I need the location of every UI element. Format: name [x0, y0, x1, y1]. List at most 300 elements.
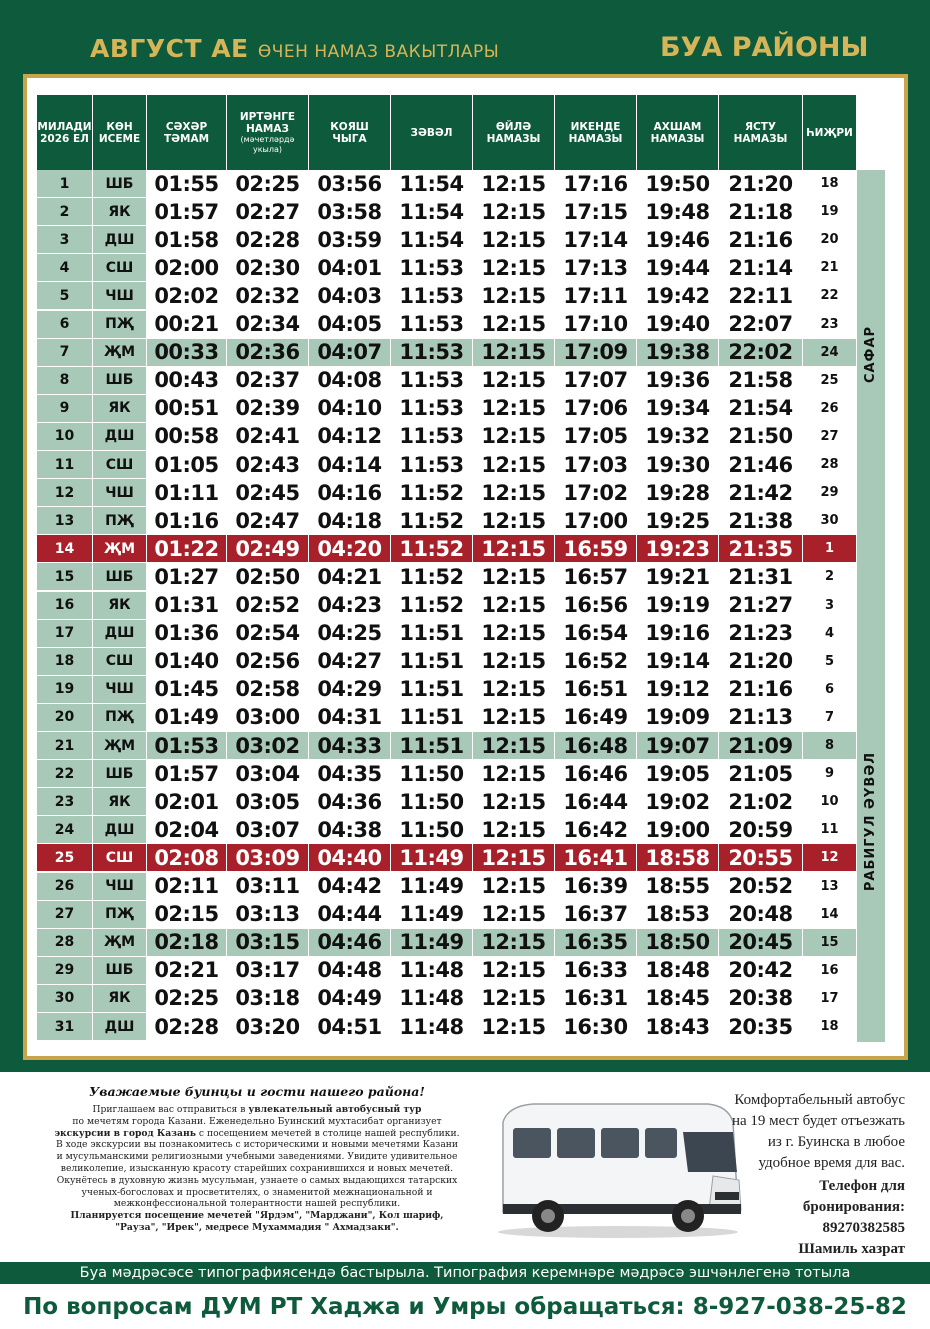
time-cell: 11:49 — [391, 873, 473, 901]
ad-block — [37, 1082, 913, 1257]
time-cell: 11:52 — [391, 507, 473, 535]
time-cell: 17:06 — [555, 395, 637, 423]
time-cell: 04:38 — [309, 816, 391, 844]
column-header — [637, 95, 719, 170]
time-cell: 12:15 — [473, 985, 555, 1013]
time-cell: 16:54 — [555, 620, 637, 648]
time-cell: 20:42 — [719, 957, 803, 985]
time-cell: 16:37 — [555, 901, 637, 929]
time-cell: 17:11 — [555, 282, 637, 310]
time-cell: 18:48 — [637, 957, 719, 985]
time-cell: 01:27 — [147, 563, 227, 591]
time-cell: 18:53 — [637, 901, 719, 929]
weekday-cell: ҖМ — [93, 732, 147, 760]
time-cell: 11:51 — [391, 648, 473, 676]
weekday-cell: ШБ — [93, 760, 147, 788]
table-row — [37, 198, 857, 226]
time-cell: 04:21 — [309, 563, 391, 591]
weekday-cell: ДШ — [93, 816, 147, 844]
time-cell: 21:42 — [719, 479, 803, 507]
time-cell: 21:16 — [719, 226, 803, 254]
hijri-month-safar — [857, 170, 885, 538]
time-cell: 02:02 — [147, 282, 227, 310]
table-row — [37, 648, 857, 676]
time-cell: 04:51 — [309, 1013, 391, 1041]
time-cell: 12:15 — [473, 844, 555, 872]
header-line: ӨЙЛӘ — [495, 120, 532, 133]
time-cell: 21:16 — [719, 676, 803, 704]
time-cell: 16:48 — [555, 732, 637, 760]
time-cell: 19:40 — [637, 311, 719, 339]
time-cell: 21:27 — [719, 592, 803, 620]
time-cell: 12:15 — [473, 367, 555, 395]
table-row — [37, 563, 857, 591]
day-cell: 22 — [37, 760, 93, 788]
time-cell: 11:53 — [391, 311, 473, 339]
time-cell: 00:58 — [147, 423, 227, 451]
time-cell: 17:14 — [555, 226, 637, 254]
time-cell: 04:05 — [309, 311, 391, 339]
table-row — [37, 451, 857, 479]
weekday-cell: ЧШ — [93, 873, 147, 901]
header-note: (мәчетләрдә укыла) — [240, 134, 295, 154]
table-row — [37, 226, 857, 254]
day-cell: 27 — [37, 901, 93, 929]
table-row — [37, 620, 857, 648]
time-cell: 04:35 — [309, 760, 391, 788]
time-cell: 01:40 — [147, 648, 227, 676]
time-cell: 16:56 — [555, 592, 637, 620]
hijri-day-cell: 14 — [803, 901, 857, 929]
time-cell: 21:20 — [719, 170, 803, 198]
hijri-day-cell: 21 — [803, 254, 857, 282]
table-row — [37, 788, 857, 816]
time-cell: 11:48 — [391, 957, 473, 985]
time-cell: 16:39 — [555, 873, 637, 901]
weekday-cell: ПҖ — [93, 901, 147, 929]
time-cell: 04:27 — [309, 648, 391, 676]
day-cell: 12 — [37, 479, 93, 507]
time-cell: 01:49 — [147, 704, 227, 732]
day-cell: 28 — [37, 929, 93, 957]
month-label-safar: САФАР — [863, 325, 879, 383]
ad-right-line: на 19 мест будет отъезжать — [731, 1113, 905, 1129]
time-cell: 11:53 — [391, 254, 473, 282]
time-cell: 04:03 — [309, 282, 391, 310]
time-cell: 12:15 — [473, 873, 555, 901]
weekday-cell: ЧШ — [93, 282, 147, 310]
table-row — [37, 254, 857, 282]
time-cell: 21:13 — [719, 704, 803, 732]
time-cell: 16:35 — [555, 929, 637, 957]
header-line: ҺИҖРИ — [806, 126, 853, 139]
time-cell: 20:48 — [719, 901, 803, 929]
table-row — [37, 282, 857, 310]
time-cell: 03:04 — [227, 760, 309, 788]
column-header — [555, 95, 637, 170]
time-cell: 11:49 — [391, 901, 473, 929]
column-header — [803, 95, 857, 170]
time-cell: 11:51 — [391, 732, 473, 760]
time-cell: 17:09 — [555, 339, 637, 367]
time-cell: 04:48 — [309, 957, 391, 985]
time-cell: 11:50 — [391, 788, 473, 816]
time-cell: 03:05 — [227, 788, 309, 816]
table-row — [37, 311, 857, 339]
hijri-day-cell: 25 — [803, 367, 857, 395]
day-cell: 25 — [37, 844, 93, 872]
table-row — [37, 929, 857, 957]
ad-line — [37, 1175, 477, 1187]
time-cell: 02:32 — [227, 282, 309, 310]
time-cell: 03:18 — [227, 985, 309, 1013]
time-cell: 20:38 — [719, 985, 803, 1013]
time-cell: 03:02 — [227, 732, 309, 760]
column-header — [147, 95, 227, 170]
time-cell: 01:05 — [147, 451, 227, 479]
time-cell: 19:21 — [637, 563, 719, 591]
time-cell: 00:43 — [147, 367, 227, 395]
time-cell: 17:16 — [555, 170, 637, 198]
hijri-day-cell: 6 — [803, 676, 857, 704]
weekday-cell: ЯК — [93, 788, 147, 816]
time-cell: 02:11 — [147, 873, 227, 901]
time-cell: 01:16 — [147, 507, 227, 535]
table-row — [37, 367, 857, 395]
time-cell: 19:07 — [637, 732, 719, 760]
time-cell: 02:56 — [227, 648, 309, 676]
hijri-day-cell: 3 — [803, 592, 857, 620]
time-cell: 02:30 — [227, 254, 309, 282]
table-row — [37, 592, 857, 620]
time-cell: 16:44 — [555, 788, 637, 816]
time-cell: 12:15 — [473, 901, 555, 929]
ad-line — [37, 1163, 477, 1175]
time-cell: 03:00 — [227, 704, 309, 732]
time-cell: 01:57 — [147, 760, 227, 788]
hijri-day-cell: 4 — [803, 620, 857, 648]
time-cell: 20:59 — [719, 816, 803, 844]
weekday-cell: ШБ — [93, 957, 147, 985]
ad-text-segment: В ходе экскурсии вы познакомитесь с историческими и новыми мечетями Казани — [55, 1139, 459, 1151]
time-cell: 19:19 — [637, 592, 719, 620]
column-header — [391, 95, 473, 170]
column-header — [93, 95, 147, 170]
weekday-cell: ДШ — [93, 423, 147, 451]
time-cell: 02:52 — [227, 592, 309, 620]
day-cell: 8 — [37, 367, 93, 395]
time-cell: 17:02 — [555, 479, 637, 507]
header-line: ИСЕМЕ — [98, 132, 141, 145]
time-cell: 21:38 — [719, 507, 803, 535]
time-cell: 19:48 — [637, 198, 719, 226]
time-cell: 04:14 — [309, 451, 391, 479]
time-cell: 12:15 — [473, 648, 555, 676]
time-cell: 16:52 — [555, 648, 637, 676]
time-cell: 18:58 — [637, 844, 719, 872]
table-row — [37, 535, 857, 563]
time-cell: 19:23 — [637, 535, 719, 563]
time-cell: 04:33 — [309, 732, 391, 760]
column-header — [309, 95, 391, 170]
ad-title: Уважаемые буинцы и гости нашего района! — [89, 1084, 425, 1099]
ad-text-segment: межконфессиональной толерантности нашей республики. — [113, 1198, 401, 1210]
day-cell: 21 — [37, 732, 93, 760]
weekday-cell: ҖМ — [93, 929, 147, 957]
time-cell: 04:49 — [309, 985, 391, 1013]
time-cell: 16:31 — [555, 985, 637, 1013]
header-line: ТӘМАМ — [163, 132, 210, 145]
time-cell: 01:22 — [147, 535, 227, 563]
time-cell: 03:20 — [227, 1013, 309, 1041]
time-cell: 02:41 — [227, 423, 309, 451]
table-row — [37, 816, 857, 844]
time-cell: 12:15 — [473, 929, 555, 957]
time-cell: 12:15 — [473, 816, 555, 844]
time-cell: 04:36 — [309, 788, 391, 816]
hijri-day-cell: 8 — [803, 732, 857, 760]
column-header — [227, 95, 309, 170]
time-cell: 12:15 — [473, 479, 555, 507]
ad-right-line: из г. Буинска в любое — [767, 1134, 905, 1150]
hijri-day-cell: 13 — [803, 873, 857, 901]
day-cell: 14 — [37, 535, 93, 563]
time-cell: 21:20 — [719, 648, 803, 676]
day-cell: 6 — [37, 311, 93, 339]
phone-label: Телефон для бронирования: — [802, 1178, 905, 1215]
header-line: 2026 ЕЛ — [40, 132, 89, 145]
hijri-day-cell: 30 — [803, 507, 857, 535]
time-cell: 12:15 — [473, 535, 555, 563]
ad-right-text — [697, 1090, 905, 1260]
day-cell: 13 — [37, 507, 93, 535]
time-cell: 02:28 — [147, 1013, 227, 1041]
time-cell: 19:14 — [637, 648, 719, 676]
table-header — [37, 95, 857, 170]
header-line: НАМАЗЫ — [568, 132, 623, 145]
hijri-day-cell: 18 — [803, 1013, 857, 1041]
contact-name: Шамиль хазрат — [798, 1241, 905, 1257]
day-cell: 17 — [37, 620, 93, 648]
time-cell: 01:53 — [147, 732, 227, 760]
day-cell: 23 — [37, 788, 93, 816]
day-cell: 16 — [37, 592, 93, 620]
print-note: Буа мәдрәсәсе типографиясендә бастырыла. Типография керемнәре мәдрәсә эшчәнлегенә тотыла — [0, 1262, 930, 1284]
table-row — [37, 1013, 857, 1041]
time-cell: 11:49 — [391, 844, 473, 872]
time-cell: 16:57 — [555, 563, 637, 591]
hijri-day-cell: 18 — [803, 170, 857, 198]
time-cell: 16:46 — [555, 760, 637, 788]
weekday-cell: СШ — [93, 254, 147, 282]
hijri-day-cell: 12 — [803, 844, 857, 872]
time-cell: 04:18 — [309, 507, 391, 535]
time-cell: 03:11 — [227, 873, 309, 901]
day-cell: 1 — [37, 170, 93, 198]
time-cell: 21:05 — [719, 760, 803, 788]
weekday-cell: ЯК — [93, 592, 147, 620]
time-cell: 11:53 — [391, 367, 473, 395]
time-cell: 04:01 — [309, 254, 391, 282]
day-cell: 3 — [37, 226, 93, 254]
time-cell: 11:50 — [391, 760, 473, 788]
hijri-day-cell: 17 — [803, 985, 857, 1013]
time-cell: 20:55 — [719, 844, 803, 872]
time-cell: 11:48 — [391, 1013, 473, 1041]
header-line: ИРТӘНГЕ — [239, 110, 296, 123]
time-cell: 12:15 — [473, 282, 555, 310]
hijri-day-cell: 1 — [803, 535, 857, 563]
month-title: АВГУСТ АЕ — [90, 34, 249, 63]
time-cell: 22:02 — [719, 339, 803, 367]
header-line: СӘХӘР — [165, 120, 208, 133]
ad-text-segment: увлекательный автобусный тур — [248, 1104, 422, 1115]
header-line: КӨН — [106, 120, 133, 133]
time-cell: 12:15 — [473, 957, 555, 985]
weekday-cell: СШ — [93, 648, 147, 676]
time-cell: 02:50 — [227, 563, 309, 591]
time-cell: 19:44 — [637, 254, 719, 282]
weekday-cell: ДШ — [93, 1013, 147, 1041]
ad-text-segment: и мусульманскими религиозными учебными заведениями. Увидите удивительное — [56, 1151, 458, 1163]
hijri-day-cell: 27 — [803, 423, 857, 451]
time-cell: 12:15 — [473, 395, 555, 423]
region-title: БУА РАЙОНЫ — [660, 32, 869, 63]
time-cell: 02:45 — [227, 479, 309, 507]
header-line: ЯСТУ — [744, 120, 777, 133]
day-cell: 11 — [37, 451, 93, 479]
time-cell: 12:15 — [473, 732, 555, 760]
time-cell: 02:25 — [147, 985, 227, 1013]
time-cell: 17:13 — [555, 254, 637, 282]
time-cell: 16:59 — [555, 535, 637, 563]
time-cell: 12:15 — [473, 254, 555, 282]
time-cell: 11:50 — [391, 816, 473, 844]
header-subtitle: ӨЧЕН НАМАЗ ВАКЫТЛАРЫ — [257, 42, 500, 62]
time-cell: 17:07 — [555, 367, 637, 395]
time-cell: 02:04 — [147, 816, 227, 844]
ad-text-segment: великолепие, изысканную красоту старейших сохранившихся и новых мечетей. — [60, 1162, 454, 1174]
time-cell: 16:30 — [555, 1013, 637, 1041]
time-cell: 17:00 — [555, 507, 637, 535]
time-cell: 04:16 — [309, 479, 391, 507]
table-row — [37, 170, 857, 198]
time-cell: 12:15 — [473, 788, 555, 816]
header-line: ЗӘВӘЛ — [410, 126, 453, 139]
time-cell: 18:55 — [637, 873, 719, 901]
day-cell: 5 — [37, 282, 93, 310]
time-cell: 03:17 — [227, 957, 309, 985]
ad-line — [37, 1128, 477, 1140]
weekday-cell: ҖМ — [93, 339, 147, 367]
time-cell: 01:11 — [147, 479, 227, 507]
time-cell: 19:32 — [637, 423, 719, 451]
ad-text-segment: Приглашаем вас отправиться в — [92, 1104, 249, 1115]
hijri-day-cell: 26 — [803, 395, 857, 423]
weekday-cell: ЯК — [93, 198, 147, 226]
time-cell: 19:36 — [637, 367, 719, 395]
hijri-day-cell: 28 — [803, 451, 857, 479]
time-cell: 11:52 — [391, 535, 473, 563]
time-cell: 19:38 — [637, 339, 719, 367]
hijri-day-cell: 9 — [803, 760, 857, 788]
time-cell: 04:08 — [309, 367, 391, 395]
time-cell: 04:07 — [309, 339, 391, 367]
time-cell: 02:27 — [227, 198, 309, 226]
hijri-month-rabi — [857, 600, 885, 1042]
time-cell: 20:45 — [719, 929, 803, 957]
hijri-day-cell: 19 — [803, 198, 857, 226]
column-header — [473, 95, 555, 170]
time-cell: 04:12 — [309, 423, 391, 451]
time-cell: 16:41 — [555, 844, 637, 872]
time-cell: 02:47 — [227, 507, 309, 535]
hijri-day-cell: 2 — [803, 563, 857, 591]
header-line: КОЯШ — [330, 120, 369, 133]
time-cell: 17:10 — [555, 311, 637, 339]
ad-text-segment: с посещением мечетей в столице нашей республики. — [195, 1127, 460, 1139]
hijri-day-cell: 22 — [803, 282, 857, 310]
day-cell: 10 — [37, 423, 93, 451]
time-cell: 02:36 — [227, 339, 309, 367]
table-row — [37, 423, 857, 451]
hijri-day-cell: 24 — [803, 339, 857, 367]
time-cell: 02:49 — [227, 535, 309, 563]
time-cell: 02:54 — [227, 620, 309, 648]
day-cell: 9 — [37, 395, 93, 423]
weekday-cell: ШБ — [93, 563, 147, 591]
column-header — [37, 95, 93, 170]
ad-line — [37, 1187, 477, 1199]
ad-line — [37, 1139, 477, 1151]
time-cell: 04:29 — [309, 676, 391, 704]
time-cell: 04:42 — [309, 873, 391, 901]
time-cell: 18:50 — [637, 929, 719, 957]
time-cell: 04:23 — [309, 592, 391, 620]
time-cell: 12:15 — [473, 1013, 555, 1041]
time-cell: 11:51 — [391, 676, 473, 704]
table-row — [37, 985, 857, 1013]
weekday-cell: ПҖ — [93, 704, 147, 732]
table-row — [37, 395, 857, 423]
time-cell: 01:36 — [147, 620, 227, 648]
column-header — [719, 95, 803, 170]
time-cell: 12:15 — [473, 198, 555, 226]
time-cell: 19:42 — [637, 282, 719, 310]
hijri-day-cell: 7 — [803, 704, 857, 732]
header-line: НАМАЗ — [246, 122, 289, 135]
weekday-cell: ЯК — [93, 395, 147, 423]
time-cell: 11:49 — [391, 929, 473, 957]
time-cell: 04:31 — [309, 704, 391, 732]
time-cell: 12:15 — [473, 226, 555, 254]
ad-line — [37, 1116, 477, 1128]
ad-right-line: удобное время для вас. — [758, 1155, 905, 1171]
weekday-cell: ҖМ — [93, 535, 147, 563]
ad-right-line: Комфортабельный автобус — [734, 1092, 905, 1108]
table-row — [37, 873, 857, 901]
time-cell: 12:15 — [473, 760, 555, 788]
time-cell: 00:51 — [147, 395, 227, 423]
time-cell: 02:39 — [227, 395, 309, 423]
time-cell: 21:09 — [719, 732, 803, 760]
ad-text-segment: экскурсии в город Казань — [54, 1127, 196, 1139]
time-cell: 02:08 — [147, 844, 227, 872]
table-row — [37, 760, 857, 788]
time-cell: 01:58 — [147, 226, 227, 254]
time-cell: 01:45 — [147, 676, 227, 704]
time-cell: 00:21 — [147, 311, 227, 339]
